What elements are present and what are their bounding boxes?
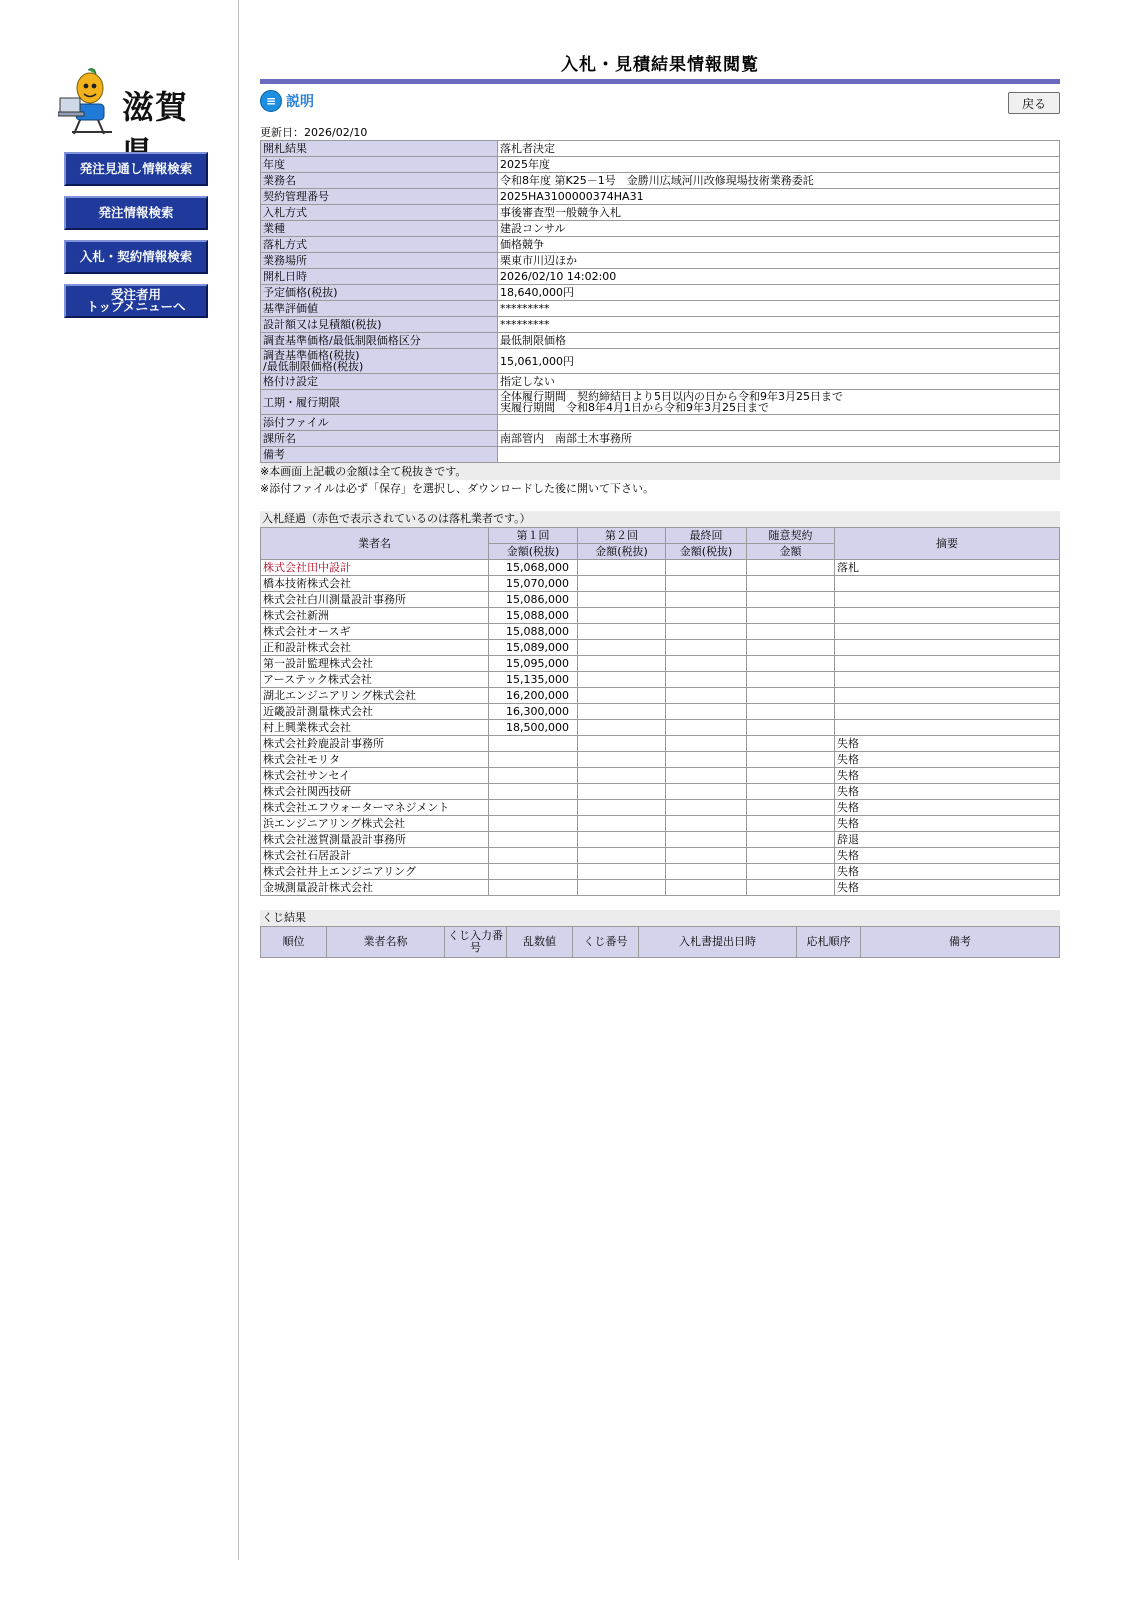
round2-amount — [578, 832, 666, 848]
col-lottery-number: くじ番号 — [573, 927, 639, 958]
bidder-name: 第一設計監理株式会社 — [261, 656, 489, 672]
info-row — [261, 301, 1060, 317]
bidder-name: 株式会社白川測量設計事務所 — [261, 592, 489, 608]
bid-row — [261, 624, 1060, 640]
negotiated-amount — [747, 720, 835, 736]
round1-amount: 15,135,000 — [489, 672, 578, 688]
tax-note: ※本画面上記載の金額は全て税抜きです。 — [260, 463, 1060, 480]
bid-remarks: 落札 — [835, 560, 1060, 576]
round1-amount — [489, 768, 578, 784]
info-label: 基準評価値 — [261, 301, 498, 317]
info-label: 工期・履行期限 — [261, 390, 498, 415]
nav-order-outlook-search-button[interactable]: 発注見通し情報検索 — [64, 152, 208, 186]
round1-amount — [489, 800, 578, 816]
bid-remarks: 辞退 — [835, 832, 1060, 848]
round2-amount — [578, 608, 666, 624]
info-value: 指定しない — [498, 374, 1060, 390]
bidder-name: 株式会社石居設計 — [261, 848, 489, 864]
info-label: 備考 — [261, 447, 498, 463]
col-rank: 順位 — [261, 927, 327, 958]
bid-remarks — [835, 624, 1060, 640]
final-amount — [666, 832, 747, 848]
negotiated-amount — [747, 752, 835, 768]
info-label: 業務名 — [261, 173, 498, 189]
negotiated-amount — [747, 624, 835, 640]
bidder-name: 株式会社モリタ — [261, 752, 489, 768]
bid-remarks — [835, 688, 1060, 704]
info-row — [261, 269, 1060, 285]
col-round2-amount: 金額(税抜) — [578, 544, 666, 560]
round1-amount: 15,068,000 — [489, 560, 578, 576]
bid-remarks: 失格 — [835, 768, 1060, 784]
info-label: 落札方式 — [261, 237, 498, 253]
bidder-name: 株式会社オースギ — [261, 624, 489, 640]
bid-remarks — [835, 672, 1060, 688]
bid-row — [261, 832, 1060, 848]
final-amount — [666, 720, 747, 736]
info-value — [498, 447, 1060, 463]
info-value: 価格競争 — [498, 237, 1060, 253]
bid-history-title: 入札経過（赤色で表示されているのは落札業者です。） — [260, 511, 1060, 527]
info-label: 格付け設定 — [261, 374, 498, 390]
negotiated-amount — [747, 560, 835, 576]
round2-amount — [578, 720, 666, 736]
nav-order-info-search-button[interactable]: 発注情報検索 — [64, 196, 208, 230]
info-label: 入札方式 — [261, 205, 498, 221]
help-row — [260, 84, 1060, 118]
bidder-name: 株式会社サンセイ — [261, 768, 489, 784]
info-value: 落札者決定 — [498, 141, 1060, 157]
negotiated-amount — [747, 688, 835, 704]
bid-remarks — [835, 576, 1060, 592]
round1-amount — [489, 864, 578, 880]
bid-remarks — [835, 720, 1060, 736]
col-final-amount: 金額(税抜) — [666, 544, 747, 560]
info-row — [261, 205, 1060, 221]
negotiated-amount — [747, 576, 835, 592]
final-amount — [666, 624, 747, 640]
round2-amount — [578, 880, 666, 896]
info-value — [498, 415, 1060, 431]
round1-amount: 16,200,000 — [489, 688, 578, 704]
bid-row — [261, 672, 1060, 688]
bid-remarks: 失格 — [835, 736, 1060, 752]
round2-amount — [578, 576, 666, 592]
bid-row — [261, 880, 1060, 896]
page-title: 入札・見積結果情報閲覧 — [561, 55, 759, 75]
info-value: 15,061,000円 — [498, 349, 1060, 374]
info-label: 開札日時 — [261, 269, 498, 285]
col-remarks: 摘要 — [835, 528, 1060, 560]
attachment-note: ※添付ファイルは必ず「保存」を選択し、ダウンロードした後に開いて下さい。 — [260, 482, 654, 495]
final-amount — [666, 656, 747, 672]
info-value: 南部管内 南部土木事務所 — [498, 431, 1060, 447]
info-label: 調査基準価格/最低制限価格区分 — [261, 333, 498, 349]
bid-row — [261, 848, 1060, 864]
info-value: 2026/02/10 14:02:00 — [498, 269, 1060, 285]
info-label: 予定価格(税抜) — [261, 285, 498, 301]
round1-amount — [489, 736, 578, 752]
final-amount — [666, 784, 747, 800]
negotiated-amount — [747, 608, 835, 624]
round1-amount: 15,086,000 — [489, 592, 578, 608]
bid-row — [261, 720, 1060, 736]
final-amount — [666, 688, 747, 704]
final-amount — [666, 864, 747, 880]
info-value: ********* — [498, 317, 1060, 333]
sidebar — [0, 0, 239, 1560]
negotiated-amount — [747, 672, 835, 688]
round2-amount — [578, 800, 666, 816]
info-label: 契約管理番号 — [261, 189, 498, 205]
col-bidder-name: 業者名 — [261, 528, 489, 560]
info-value: 事後審査型一般競争入札 — [498, 205, 1060, 221]
negotiated-amount — [747, 832, 835, 848]
negotiated-amount — [747, 800, 835, 816]
bidder-name: 株式会社新洲 — [261, 608, 489, 624]
info-label: 年度 — [261, 157, 498, 173]
bidder-name: アーステック株式会社 — [261, 672, 489, 688]
final-amount — [666, 800, 747, 816]
final-amount — [666, 880, 747, 896]
bid-remarks — [835, 656, 1060, 672]
info-value: 2025年度 — [498, 157, 1060, 173]
round1-amount: 15,088,000 — [489, 608, 578, 624]
bid-row — [261, 736, 1060, 752]
col-final-round: 最終回 — [666, 528, 747, 544]
bid-row — [261, 816, 1060, 832]
round2-amount — [578, 672, 666, 688]
bidder-name: 金城測量設計株式会社 — [261, 880, 489, 896]
col-round1-amount: 金額(税抜) — [489, 544, 578, 560]
final-amount — [666, 640, 747, 656]
final-amount — [666, 816, 747, 832]
negotiated-amount — [747, 640, 835, 656]
bid-remarks — [835, 592, 1060, 608]
prefecture-name: 滋賀 — [122, 88, 189, 126]
bidder-name: 株式会社田中設計 — [261, 560, 489, 576]
info-row — [261, 237, 1060, 253]
bidder-name: 株式会社関西技研 — [261, 784, 489, 800]
info-label: 課所名 — [261, 431, 498, 447]
bid-row — [261, 784, 1060, 800]
bidder-name: 近畿設計測量株式会社 — [261, 704, 489, 720]
bidder-name: 橋本技術株式会社 — [261, 576, 489, 592]
round2-amount — [578, 688, 666, 704]
info-label: 業種 — [261, 221, 498, 237]
info-row — [261, 157, 1060, 173]
round1-amount: 15,095,000 — [489, 656, 578, 672]
bid-remarks — [835, 608, 1060, 624]
bid-row — [261, 560, 1060, 576]
back-button[interactable]: 戻る — [1008, 92, 1060, 114]
info-value: 栗東市川辺ほか — [498, 253, 1060, 269]
bid-remarks — [835, 704, 1060, 720]
final-amount — [666, 752, 747, 768]
bid-row — [261, 576, 1060, 592]
info-value: 全体履行期間 契約締結日より5日以内の日から令和9年3月25日まで 実履行期間 令和8年4月1日から令和9年3月25日まで — [498, 390, 1060, 415]
info-row — [261, 390, 1060, 415]
info-label: 調査基準価格(税抜) /最低制限価格(税抜) — [261, 349, 498, 374]
info-row — [261, 173, 1060, 189]
info-value: ********* — [498, 301, 1060, 317]
info-row — [261, 447, 1060, 463]
round2-amount — [578, 752, 666, 768]
lottery-result-table — [260, 926, 1060, 958]
bid-row — [261, 592, 1060, 608]
info-label: 業務場所 — [261, 253, 498, 269]
info-row — [261, 189, 1060, 205]
round1-amount — [489, 752, 578, 768]
round1-amount — [489, 848, 578, 864]
col-random-value: 乱数値 — [507, 927, 573, 958]
col-company-name: 業者名称 — [327, 927, 445, 958]
negotiated-amount — [747, 864, 835, 880]
bid-remarks — [835, 640, 1060, 656]
bidder-name: 株式会社滋賀測量設計事務所 — [261, 832, 489, 848]
mascot-icon — [58, 66, 118, 136]
col-negotiated: 随意契約 — [747, 528, 835, 544]
final-amount — [666, 560, 747, 576]
negotiated-amount — [747, 848, 835, 864]
info-row — [261, 253, 1060, 269]
col-lottery-input-number: くじ入力番号 — [445, 927, 507, 958]
final-amount — [666, 704, 747, 720]
round2-amount — [578, 592, 666, 608]
help-label: 説明 — [286, 94, 314, 110]
round2-amount — [578, 864, 666, 880]
info-row — [261, 349, 1060, 374]
info-value: 18,640,000円 — [498, 285, 1060, 301]
info-row — [261, 285, 1060, 301]
round1-amount: 15,088,000 — [489, 624, 578, 640]
main-content — [260, 50, 1060, 958]
nav-contractor-top-menu-button[interactable]: 受注者用 トップメニューへ — [64, 284, 208, 318]
negotiated-amount — [747, 656, 835, 672]
bidder-name: 株式会社エフウォーターマネジメント — [261, 800, 489, 816]
round1-amount: 15,070,000 — [489, 576, 578, 592]
info-row — [261, 221, 1060, 237]
info-value: 令和8年度 第K25－1号 金勝川広域河川改修現場技術業務委託 — [498, 173, 1060, 189]
info-value: 最低制限価格 — [498, 333, 1060, 349]
result-info-table — [260, 140, 1060, 463]
info-label: 開札結果 — [261, 141, 498, 157]
info-row — [261, 333, 1060, 349]
document-icon: ≡ — [260, 90, 282, 112]
final-amount — [666, 736, 747, 752]
round2-amount — [578, 784, 666, 800]
round1-amount — [489, 832, 578, 848]
final-amount — [666, 608, 747, 624]
negotiated-amount — [747, 736, 835, 752]
negotiated-amount — [747, 784, 835, 800]
final-amount — [666, 768, 747, 784]
bid-remarks: 失格 — [835, 800, 1060, 816]
round2-amount — [578, 816, 666, 832]
bidder-name: 株式会社鈴鹿設計事務所 — [261, 736, 489, 752]
bid-row — [261, 656, 1060, 672]
bid-remarks: 失格 — [835, 848, 1060, 864]
bidder-name: 浜エンジニアリング株式会社 — [261, 816, 489, 832]
col-bid-submitted-at: 入札書提出日時 — [639, 927, 797, 958]
bid-remarks: 失格 — [835, 752, 1060, 768]
negotiated-amount — [747, 816, 835, 832]
round2-amount — [578, 656, 666, 672]
final-amount — [666, 672, 747, 688]
info-label: 設計額又は見積額(税抜) — [261, 317, 498, 333]
final-amount — [666, 592, 747, 608]
col-lottery-remarks: 備考 — [861, 927, 1060, 958]
bidder-name: 湖北エンジニアリング株式会社 — [261, 688, 489, 704]
bid-row — [261, 752, 1060, 768]
negotiated-amount — [747, 704, 835, 720]
bid-remarks: 失格 — [835, 816, 1060, 832]
bidder-name: 正和設計株式会社 — [261, 640, 489, 656]
round2-amount — [578, 704, 666, 720]
bid-row — [261, 640, 1060, 656]
negotiated-amount — [747, 592, 835, 608]
info-label: 添付ファイル — [261, 415, 498, 431]
round1-amount: 15,089,000 — [489, 640, 578, 656]
round2-amount — [578, 560, 666, 576]
info-row — [261, 317, 1060, 333]
col-round1: 第１回 — [489, 528, 578, 544]
bid-row — [261, 768, 1060, 784]
bid-row — [261, 608, 1060, 624]
nav-bid-contract-search-button[interactable]: 入札・契約情報検索 — [64, 240, 208, 274]
negotiated-amount — [747, 768, 835, 784]
bid-remarks: 失格 — [835, 880, 1060, 896]
updated-date: 更新日：2026/02/10 — [260, 126, 368, 139]
help-link[interactable] — [260, 90, 314, 112]
bid-remarks: 失格 — [835, 784, 1060, 800]
col-bid-order: 応札順序 — [797, 927, 861, 958]
bidder-name: 村上興業株式会社 — [261, 720, 489, 736]
bid-row — [261, 800, 1060, 816]
round2-amount — [578, 640, 666, 656]
round2-amount — [578, 768, 666, 784]
round1-amount — [489, 880, 578, 896]
round2-amount — [578, 848, 666, 864]
bidder-name: 株式会社井上エンジニアリング — [261, 864, 489, 880]
negotiated-amount — [747, 880, 835, 896]
final-amount — [666, 848, 747, 864]
info-row — [261, 431, 1060, 447]
col-negotiated-amount: 金額 — [747, 544, 835, 560]
round1-amount — [489, 816, 578, 832]
lottery-title: くじ結果 — [260, 910, 1060, 926]
info-value: 2025HA3100000374HA31 — [498, 189, 1060, 205]
info-row — [261, 415, 1060, 431]
round1-amount: 16,300,000 — [489, 704, 578, 720]
info-row — [261, 374, 1060, 390]
shiga-logo[interactable] — [58, 66, 218, 136]
col-round2: 第２回 — [578, 528, 666, 544]
info-value: 建設コンサル — [498, 221, 1060, 237]
round1-amount: 18,500,000 — [489, 720, 578, 736]
round2-amount — [578, 736, 666, 752]
bid-remarks: 失格 — [835, 864, 1060, 880]
final-amount — [666, 576, 747, 592]
bid-row — [261, 704, 1060, 720]
round2-amount — [578, 624, 666, 640]
round1-amount — [489, 784, 578, 800]
bid-row — [261, 864, 1060, 880]
bid-history-table — [260, 527, 1060, 896]
info-row — [261, 141, 1060, 157]
bid-row — [261, 688, 1060, 704]
